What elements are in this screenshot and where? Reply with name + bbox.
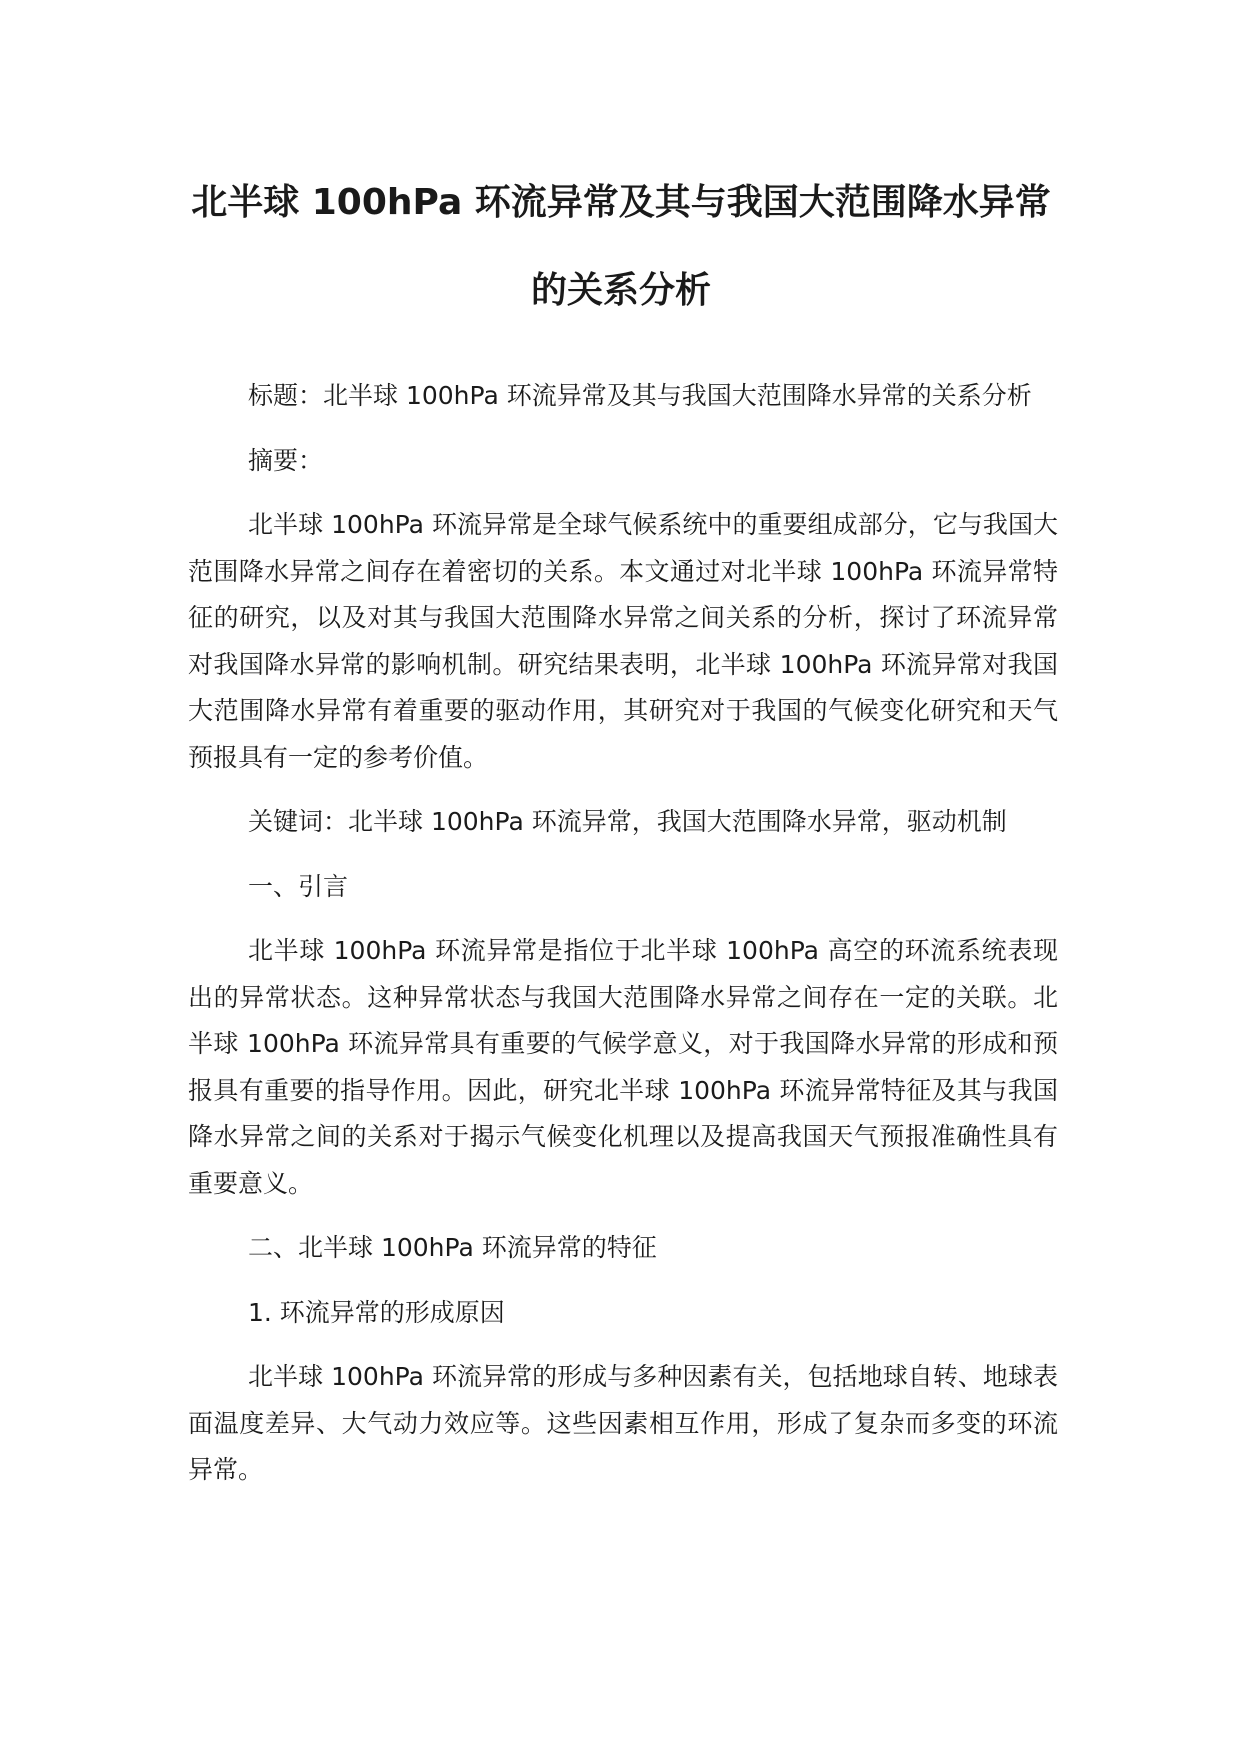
section-heading-characteristics: 二、北半球 100hPa 环流异常的特征: [248, 1233, 657, 1262]
abstract-paragraph: 北半球 100hPa 环流异常是全球气候系统中的重要组成部分，它与我国大范围降水异常之间存在着密切的关系。本文通过对北半球 100hPa 环流异常特征的研究，以及对其与我国大范围降水异常之间关系的分析，探讨了环流异常对我国降水异常的影响机制。研究结果表明，北半球 100hPa 环流异常对我国大范围降水异常有着重要的驱动作用，其研究对于我国的气候变化研究和天气预报具有一定的参考价值。: [188, 510, 1058, 772]
causes-paragraph: 北半球 100hPa 环流异常的形成与多种因素有关，包括地球自转、地球表面温度差异、大气动力效应等。这些因素相互作用，形成了复杂而多变的环流异常。: [188, 1362, 1058, 1484]
document-body: [188, 373, 1058, 1494]
section-heading-introduction: 一、引言: [248, 871, 349, 901]
subsection-heading-causes: 1. 环流异常的形成原因: [248, 1297, 505, 1327]
keywords-line: 关键词：北半球 100hPa 环流异常，我国大范围降水异常，驱动机制: [248, 807, 1007, 836]
title-line: 标题：北半球 100hPa 环流异常及其与我国大范围降水异常的关系分析: [248, 381, 1032, 410]
abstract-heading: 摘要：: [248, 445, 324, 475]
document-title: 北半球 100hPa 环流异常及其与我国大范围降水异常的关系分析: [191, 182, 1051, 311]
introduction-paragraph: 北半球 100hPa 环流异常是指位于北半球 100hPa 高空的环流系统表现出的异常状态。这种异常状态与我国大范围降水异常之间存在一定的关联。北半球 100hPa 环流异常具有重要的气候学意义，对于我国降水异常的形成和预报具有重要的指导作用。因此，研究北半球 100hPa 环流异常特征及其与我国降水异常之间的关系对于揭示气候变化机理以及提高我国天气预报准确性具有重要意义。: [188, 936, 1058, 1198]
